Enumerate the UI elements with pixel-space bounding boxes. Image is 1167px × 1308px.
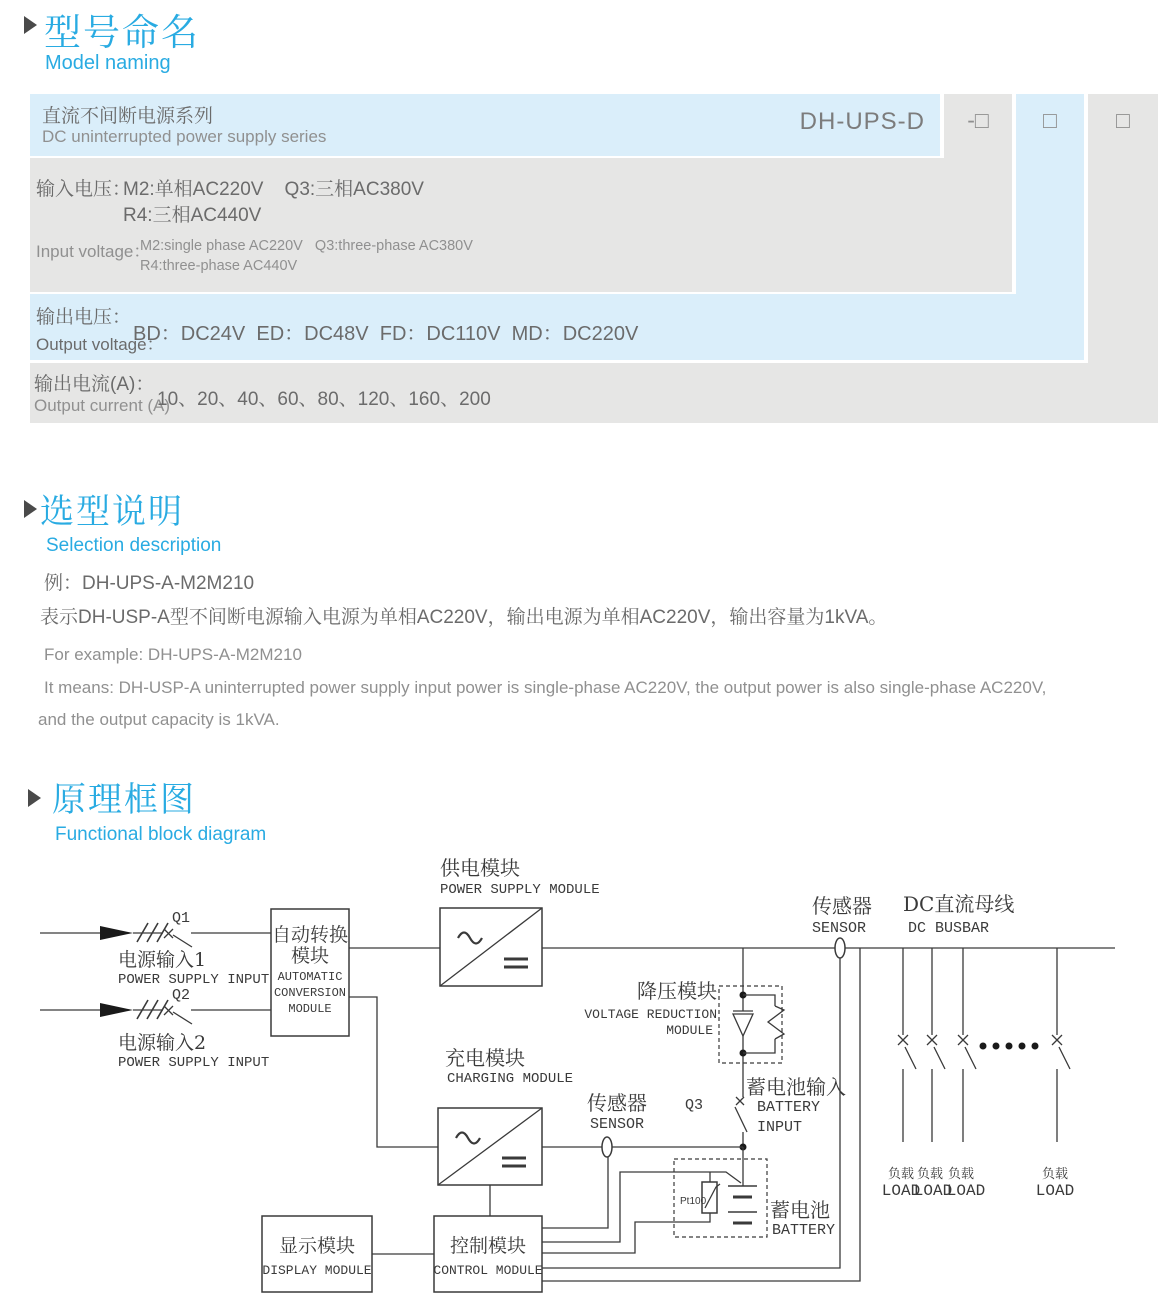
input2-label-cn: 电源输入2	[118, 1032, 207, 1054]
battery-input-label-cn: 蓄电池输入	[746, 1075, 846, 1099]
section-subtitle-diagram: Functional block diagram	[55, 824, 267, 845]
sensor2-label-cn: 传感器	[587, 1091, 647, 1115]
model-code: DH-UPS-D	[799, 108, 925, 135]
auto-module-en1: AUTOMATIC	[277, 970, 343, 984]
output-current-label-cn: 输出电流(A)：	[34, 374, 155, 395]
section-title-selection: 选型说明	[40, 493, 184, 531]
vr-label-en1: VOLTAGE REDUCTION	[584, 1007, 717, 1022]
selection-example-cn: 例：DH-UPS-A-M2M210	[44, 573, 255, 594]
placeholder-box-3: □	[1116, 107, 1130, 133]
input-voltage-en-line2: R4:three-phase AC440V	[140, 258, 298, 274]
load-feeder-4	[1052, 948, 1070, 1142]
load-breaker-icon	[958, 948, 976, 1142]
sensor2-control-wire	[542, 1157, 608, 1228]
auto-module-en3: MODULE	[288, 1002, 332, 1016]
battery-input-label-en1: BATTERY	[757, 1099, 821, 1116]
arrow-icon	[100, 1003, 133, 1017]
selection-meaning-en-line2: and the output capacity is 1kVA.	[38, 710, 280, 729]
section-bullet-icon	[24, 500, 37, 518]
breaker-blade	[173, 1012, 192, 1024]
section-subtitle-selection: Selection description	[46, 535, 222, 556]
selection-meaning-en-line1: It means: DH-USP-A uninterrupted power supply input power is single-phase AC220V, the output power is also single-phase AC220V,	[44, 678, 1047, 697]
load-feeder-1	[898, 948, 916, 1142]
section-title-model-naming: 型号命名	[44, 12, 200, 53]
busbar-label-cn: DC直流母线	[903, 892, 1015, 916]
load-feeder-2	[927, 948, 945, 1142]
battery-label-cn: 蓄电池	[770, 1198, 830, 1222]
pt100-label: Pt100	[680, 1196, 707, 1207]
section-title-diagram: 原理框图	[52, 781, 196, 819]
breaker-x-icon	[164, 929, 173, 938]
output-voltage-value: BD：DC24V ED：DC48V FD：DC110V MD：DC220V	[133, 323, 639, 345]
charging-label-cn: 充电模块	[445, 1046, 525, 1070]
psu-label-cn: 供电模块	[440, 856, 520, 880]
input1-label-cn: 电源输入1	[118, 949, 207, 971]
vr-label-en2: MODULE	[666, 1023, 713, 1038]
battery-plate-short	[733, 1197, 752, 1223]
section-bullet-icon	[28, 789, 41, 807]
busbar-label-en: DC BUSBAR	[908, 920, 990, 937]
display-label-en: DISPLAY MODULE	[262, 1263, 372, 1278]
breaker-label-q2: Q2	[172, 987, 191, 1004]
breaker-x-icon	[164, 1006, 173, 1015]
input2-label-en: POWER SUPPLY INPUT	[118, 1055, 270, 1071]
functional-block-diagram	[0, 850, 1167, 1308]
load3-label-cn: 负载	[947, 1167, 975, 1182]
sensor1-label-en: SENSOR	[812, 920, 867, 937]
battery-plate-long	[728, 1186, 757, 1212]
input-voltage-cn-line1: M2:单相AC220V Q3:三相AC380V	[123, 179, 424, 200]
load1-label-en: LOAD	[881, 1182, 921, 1200]
vr-label-cn: 降压模块	[637, 979, 717, 1003]
breaker-label-q1: Q1	[172, 910, 191, 927]
load-breaker-icon	[927, 948, 945, 1142]
phase-slashes-icon	[137, 923, 168, 942]
breaker-blade	[173, 935, 192, 947]
control-label-cn: 控制模块	[449, 1235, 527, 1257]
selection-meaning-cn: 表示DH-USP-A型不间断电源输入电源为单相AC220V，输出电源为单相AC220V，输出容量为1kVA。	[40, 607, 888, 628]
load1-label-cn: 负载	[887, 1167, 915, 1182]
auto-module-cn1: 自动转换	[271, 924, 349, 946]
ellipsis-dots-icon	[980, 1043, 1039, 1050]
product-series-cn: 直流不间断电源系列	[42, 106, 214, 127]
input-voltage-cn-line2: R4:三相AC440V	[123, 205, 262, 226]
charging-label-en: CHARGING MODULE	[447, 1071, 574, 1087]
placeholder-box-1: -□	[967, 107, 989, 133]
placeholder-box-2: □	[1043, 107, 1057, 133]
input1-label-en: POWER SUPPLY INPUT	[118, 972, 270, 988]
battery-label-en: BATTERY	[772, 1222, 836, 1239]
input-voltage-label-en: Input voltage：	[36, 242, 151, 261]
sensor1-ct-icon	[835, 938, 845, 958]
breaker-blade	[735, 1107, 747, 1132]
phase-slashes-icon	[137, 1000, 168, 1019]
control-label-en: CONTROL MODULE	[433, 1263, 543, 1278]
breaker-x-icon	[736, 1097, 744, 1105]
input-voltage-label-cn: 输入电压：	[36, 179, 132, 200]
load-feeder-3	[958, 948, 976, 1142]
section-subtitle-model-naming: Model naming	[45, 52, 171, 74]
product-series-en: DC uninterrupted power supply series	[42, 127, 327, 146]
auto-module-en2: CONVERSION	[273, 986, 347, 1000]
arrow-icon	[100, 926, 133, 940]
load4-label-cn: 负载	[1041, 1167, 1069, 1182]
sensor2-ct-icon	[602, 1137, 612, 1157]
battery-input-label-en2: INPUT	[757, 1119, 803, 1136]
auto-module-cn2: 模块	[290, 945, 330, 967]
display-label-cn: 显示模块	[278, 1235, 356, 1257]
sensor1-label-cn: 传感器	[812, 894, 872, 918]
output-voltage-label-cn: 输出电压：	[36, 307, 132, 328]
breaker-label-q3: Q3	[684, 1097, 703, 1114]
pt100-control-wire	[542, 1213, 710, 1253]
output-current-label-en: Output current (A)	[34, 396, 171, 415]
input-voltage-en-line1: M2:single phase AC220V Q3:three-phase AC380V	[140, 238, 473, 254]
load3-label-en: LOAD	[946, 1182, 986, 1200]
load2-label-cn: 负载	[916, 1167, 944, 1182]
load-breaker-icon	[898, 948, 916, 1142]
sensor2-label-en: SENSOR	[590, 1116, 645, 1133]
selection-example-en: For example: DH-UPS-A-M2M210	[44, 645, 302, 664]
output-voltage-label-en: Output voltage：	[36, 335, 164, 354]
section-bullet-icon	[24, 16, 37, 34]
load-breaker-icon	[1052, 948, 1070, 1142]
auto-to-charger-wire	[349, 997, 438, 1147]
diode-icon	[733, 1014, 753, 1036]
voltage-reduction-box	[719, 986, 782, 1063]
load4-label-en: LOAD	[1035, 1182, 1075, 1200]
psu-label-en: POWER SUPPLY MODULE	[440, 882, 600, 898]
load2-label-en: LOAD	[913, 1182, 953, 1200]
output-current-value: 10、20、40、60、80、120、160、200	[157, 389, 491, 410]
